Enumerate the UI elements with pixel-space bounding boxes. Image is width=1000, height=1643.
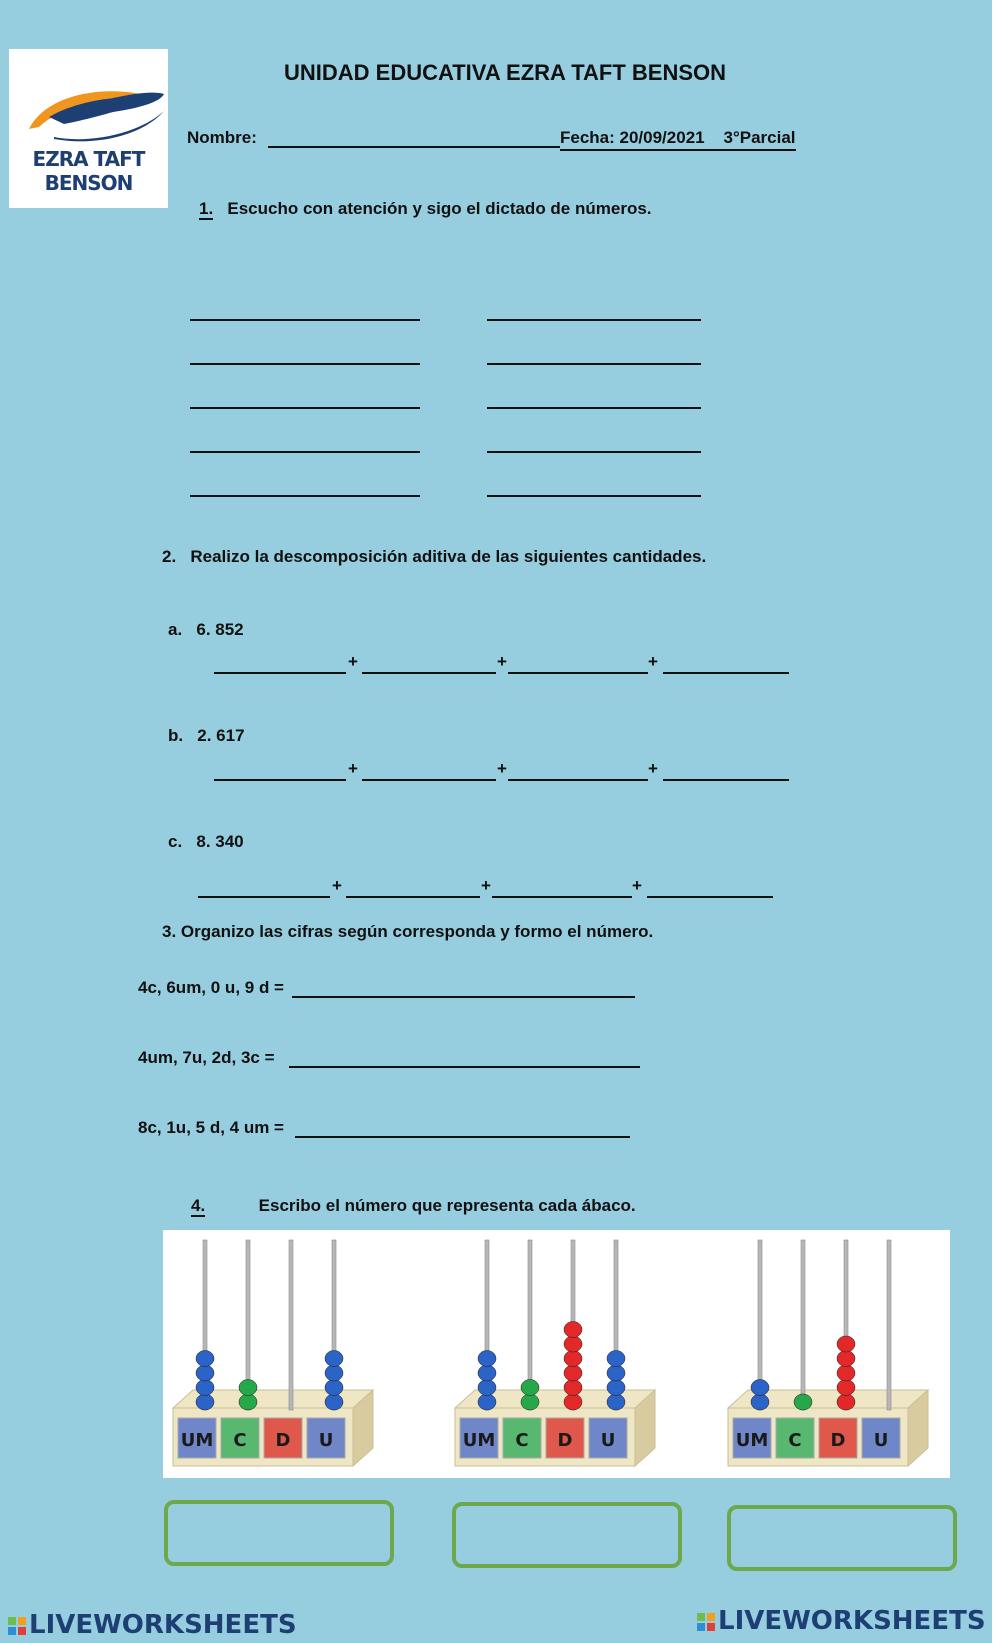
abacus-bead [478,1380,496,1396]
abacus-bead [239,1394,257,1410]
abacus-bead [478,1365,496,1381]
plus-sign: + [348,652,358,671]
dictation-line[interactable] [487,475,701,497]
q3-item-1: 4c, 6um, 0 u, 9 d = [138,978,284,997]
right-border [992,0,1000,1643]
q2-heading [162,547,706,567]
addend-field[interactable] [663,759,789,781]
abacus-bead [196,1365,214,1381]
term-label: 3°Parcial [723,128,796,147]
abacus-bead [196,1351,214,1367]
abacus-bead [564,1365,582,1381]
abacus-bead [478,1351,496,1367]
logo-swoosh-icon [9,49,168,149]
abacus-bead [564,1336,582,1352]
name-field[interactable] [268,126,560,148]
abacus-bead [325,1351,343,1367]
place-value-label: UM [180,1430,214,1451]
q1-heading [199,199,652,219]
number-field[interactable] [289,1046,640,1068]
place-value-label: D [557,1430,573,1451]
abacus-bead [564,1380,582,1396]
plus-sign: + [497,652,507,671]
place-value-label: U [600,1430,616,1451]
place-value-label: C [788,1430,802,1451]
q3-item-2: 4um, 7u, 2d, 3c = [138,1048,275,1067]
abacus-bead [325,1394,343,1410]
place-value-label: U [873,1430,889,1451]
abacus-bead [196,1380,214,1396]
dictation-line[interactable] [487,343,701,365]
brand-text: LIVEWORKSHEETS [29,1610,297,1640]
abacus-panel [163,1230,950,1478]
dictation-line[interactable] [487,387,701,409]
addend-field[interactable] [214,759,346,781]
footer-brand-right [697,1606,986,1636]
abacus-answer-box-3[interactable] [727,1505,957,1571]
item-value: 2. 617 [197,726,245,745]
place-value-label: UM [462,1430,496,1451]
abacus-bead [751,1394,769,1410]
page-title: UNIDAD EDUCATIVA EZRA TAFT BENSON [283,60,727,85]
date-term-label [560,128,796,151]
place-value-label: D [275,1430,291,1451]
addend-field[interactable] [647,876,773,898]
abacus-bead [325,1365,343,1381]
abacus-bead [196,1394,214,1410]
dictation-line[interactable] [190,299,420,321]
place-value-label: C [515,1430,529,1451]
item-value: 6. 852 [196,620,244,639]
plus-sign: + [648,652,658,671]
dictation-line[interactable] [487,299,701,321]
date-label: Fecha: 20/09/2021 [560,128,705,147]
abacus-bead [325,1380,343,1396]
addend-field[interactable] [362,652,496,674]
brand-text: LIVEWORKSHEETS [718,1606,986,1636]
addend-field[interactable] [492,876,632,898]
number-field[interactable] [295,1116,630,1138]
addend-field[interactable] [346,876,480,898]
plus-sign: + [332,876,342,895]
abacus-rod [289,1240,293,1410]
q2-item-b [168,726,245,746]
abacus-bead [607,1394,625,1410]
abacus-bead [837,1365,855,1381]
abacus-bead [564,1394,582,1410]
number-field[interactable] [292,976,635,998]
dictation-line[interactable] [190,387,420,409]
abacus-bead [837,1351,855,1367]
plus-sign: + [348,759,358,778]
abacus-bead [607,1380,625,1396]
item-letter: b. [168,726,184,745]
footer-brand-left [8,1610,297,1640]
abacus-figures [163,1230,950,1478]
place-value-label: UM [735,1430,769,1451]
dictation-line[interactable] [487,431,701,453]
q2-item-c [168,832,244,852]
place-value-label: U [318,1430,334,1451]
abacus-bead [794,1394,812,1410]
abacus-bead [751,1380,769,1396]
abacus-bead [564,1351,582,1367]
abacus-bead [607,1365,625,1381]
addend-field[interactable] [663,652,789,674]
addend-field[interactable] [198,876,330,898]
abacus-bead [564,1322,582,1338]
q2-item-a [168,620,244,640]
dictation-line[interactable] [190,431,420,453]
school-logo [9,49,168,208]
abacus-bead [837,1336,855,1352]
q2-number: 2. [162,547,177,566]
q3-item-3: 8c, 1u, 5 d, 4 um = [138,1118,284,1137]
q4-heading [191,1196,636,1216]
plus-sign: + [648,759,658,778]
place-value-label: D [830,1430,846,1451]
plus-sign: + [632,876,642,895]
addend-field[interactable] [214,652,346,674]
addend-field[interactable] [508,759,648,781]
plus-sign: + [481,876,491,895]
place-value-label: C [233,1430,247,1451]
dictation-line[interactable] [190,343,420,365]
liveworksheets-logo-icon [697,1613,715,1631]
abacus-bead [837,1394,855,1410]
q4-number: 4. [191,1196,206,1215]
q1-text: Escucho con atención y sigo el dictado de números. [227,199,652,218]
abacus-rod [801,1240,805,1410]
q1-number: 1. [199,199,214,218]
abacus-bead [521,1380,539,1396]
q4-text: Escribo el número que representa cada ábaco. [258,1196,636,1215]
addend-field[interactable] [362,759,496,781]
plus-sign: + [497,759,507,778]
abacus-bead [521,1394,539,1410]
liveworksheets-logo-icon [8,1617,26,1635]
abacus-bead [239,1380,257,1396]
name-label: Nombre: [187,128,257,147]
abacus-answer-box-2[interactable] [452,1502,682,1568]
item-letter: a. [168,620,183,639]
q2-text: Realizo la descomposición aditiva de las siguientes cantidades. [190,547,707,566]
q3-heading: 3. Organizo las cifras según corresponda y formo el número. [162,922,654,941]
item-value: 8. 340 [196,832,244,851]
abacus-bead [837,1380,855,1396]
abacus-rod [887,1240,891,1410]
abacus-bead [478,1394,496,1410]
item-letter: c. [168,832,183,851]
dictation-line[interactable] [190,475,420,497]
logo-text: EZRA TAFT BENSON [32,147,145,195]
abacus-bead [607,1351,625,1367]
abacus-answer-box-1[interactable] [164,1500,394,1566]
addend-field[interactable] [508,652,648,674]
